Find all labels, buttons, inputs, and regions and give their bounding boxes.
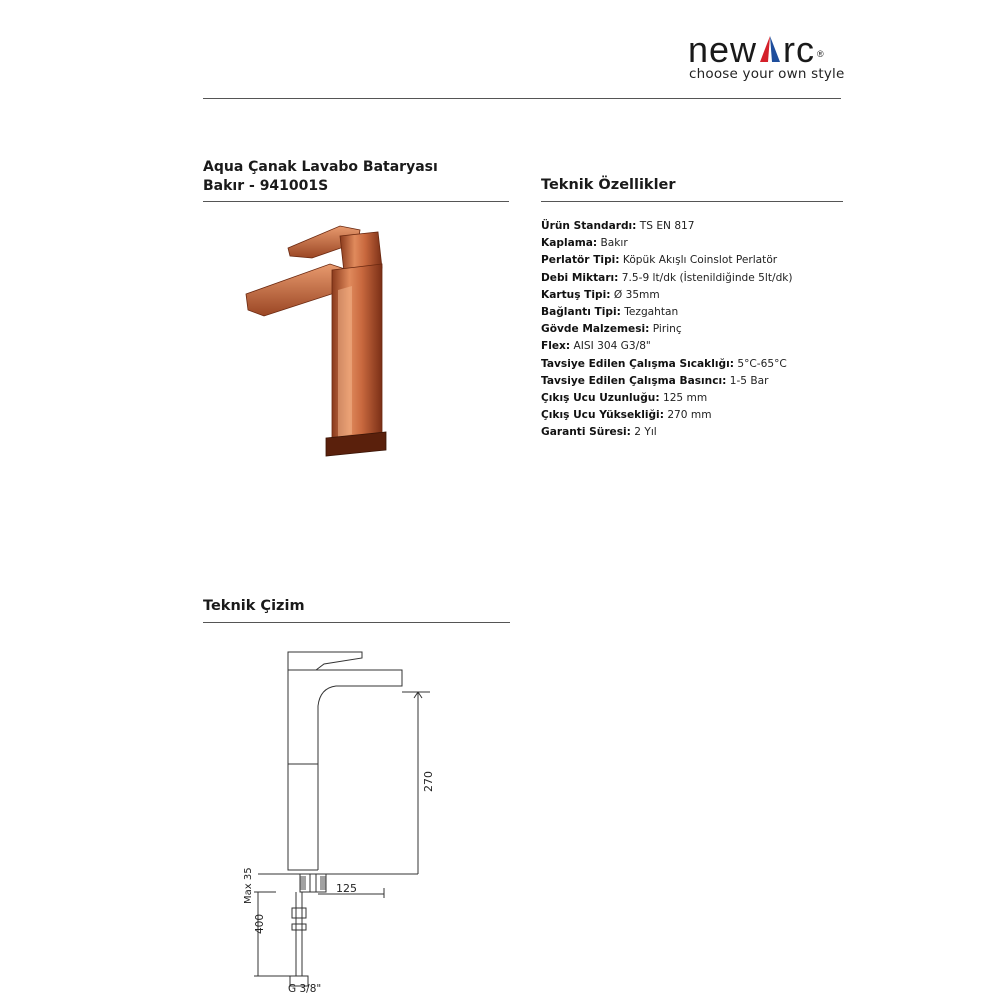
- spec-row: [541, 252, 793, 269]
- spec-label: Debi Miktarı:: [541, 271, 619, 284]
- drawing-flex-hose: [296, 892, 302, 976]
- drawing-handle: [288, 652, 362, 670]
- spec-value: 2 Yıl: [634, 426, 657, 439]
- spec-value: Ø 35mm: [613, 288, 660, 301]
- spec-row: [541, 287, 793, 304]
- product-title: [203, 158, 438, 196]
- specs-title-divider: [541, 201, 843, 202]
- spec-value: TS EN 817: [639, 220, 695, 232]
- product-title-line2: Bakır - 941001S: [203, 178, 329, 194]
- specs-list: [541, 218, 793, 442]
- spec-label: Gövde Malzemesi:: [541, 323, 650, 336]
- spec-row: [541, 338, 793, 355]
- brand-name-right: rc: [783, 29, 816, 70]
- dimension-label-max35: Max 35: [243, 867, 254, 904]
- drawing-title-divider: [203, 622, 510, 623]
- spec-label: Tavsiye Edilen Çalışma Basıncı:: [541, 374, 727, 387]
- technical-drawing: [236, 640, 440, 996]
- spec-label: Tavsiye Edilen Çalışma Sıcaklığı:: [541, 357, 734, 370]
- drawing-title: Teknik Çizim: [203, 598, 305, 614]
- spec-row: [541, 218, 793, 235]
- header-divider: [203, 98, 841, 99]
- spec-value: 7.5-9 lt/dk (İstenildiğinde 5lt/dk): [621, 271, 793, 284]
- product-title-line1: Aqua Çanak Lavabo Bataryası: [203, 159, 438, 175]
- brand-logo-arrow-icon: [757, 34, 783, 64]
- spec-label: Çıkış Ucu Uzunluğu:: [541, 392, 660, 405]
- spec-row: [541, 373, 793, 390]
- registered-mark: ®: [817, 49, 825, 59]
- spec-value: 125 mm: [662, 392, 708, 405]
- spec-value: 1-5 Bar: [729, 374, 769, 387]
- spec-row: [541, 390, 793, 407]
- drawing-spout: [288, 670, 402, 870]
- drawing-body: [288, 670, 318, 870]
- brand-tagline: choose your own style: [689, 66, 845, 82]
- product-title-divider: [203, 201, 509, 202]
- spec-value: Köpük Akışlı Coinslot Perlatör: [622, 254, 778, 267]
- specs-title: Teknik Özellikler: [541, 177, 676, 193]
- spec-row: [541, 356, 793, 373]
- spec-label: Kaplama:: [541, 237, 598, 250]
- spec-row: [541, 270, 793, 287]
- spec-label: Flex:: [541, 340, 571, 353]
- spec-label: Perlatör Tipi:: [541, 254, 620, 267]
- spec-value: Tezgahtan: [624, 306, 679, 319]
- brand-logo: [688, 30, 823, 70]
- spec-label: Çıkış Ucu Yüksekliği:: [541, 409, 664, 422]
- spec-row: [541, 424, 793, 441]
- dimension-label-400: 400: [254, 913, 266, 934]
- brand-name-left: new: [688, 29, 758, 70]
- spec-label: Garanti Süresi:: [541, 426, 631, 439]
- spec-value: Pirinç: [652, 323, 682, 336]
- spec-row: [541, 304, 793, 321]
- spec-row: [541, 321, 793, 338]
- spec-value: Bakır: [600, 237, 628, 250]
- spec-row: [541, 235, 793, 252]
- spec-row: [541, 407, 793, 424]
- dimension-label-270: 270: [422, 771, 435, 792]
- spec-value: 5°C-65°C: [737, 357, 787, 370]
- spec-value: AISI 304 G3/8": [573, 340, 651, 353]
- spec-label: Ürün Standardı:: [541, 220, 637, 232]
- spec-label: Kartuş Tipi:: [541, 288, 611, 301]
- spec-value: 270 mm: [667, 409, 712, 422]
- dimension-label-125: 125: [336, 882, 357, 895]
- dimension-label-thread: G 3/8": [288, 983, 322, 995]
- spec-label: Bağlantı Tipi:: [541, 306, 621, 319]
- product-photo: [240, 220, 390, 460]
